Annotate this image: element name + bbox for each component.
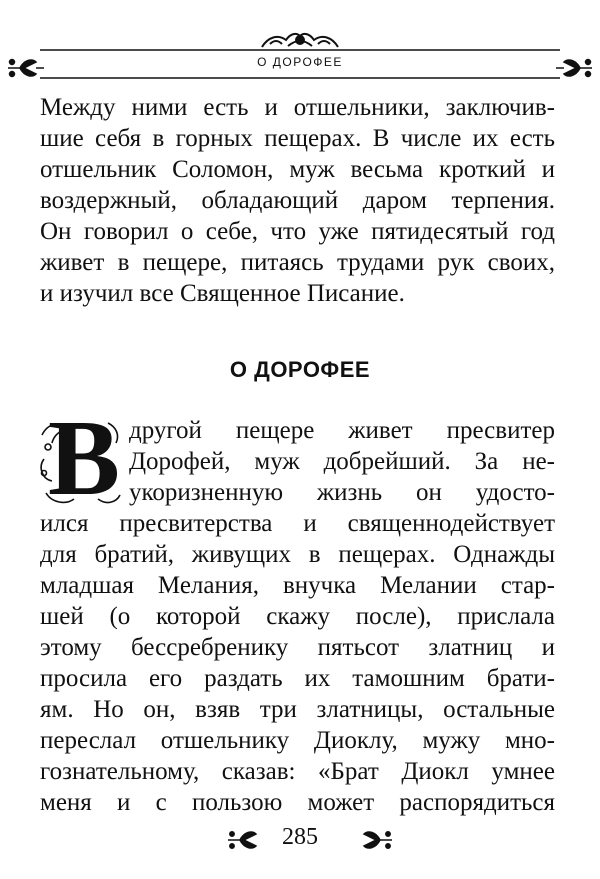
header-ornament xyxy=(0,0,600,90)
text-line: для братий, живущих в пещерах. Однажды xyxy=(40,541,555,568)
text-line: Он говорил о себе, что уже пятидесятый год xyxy=(40,218,555,245)
running-header xyxy=(0,0,600,90)
text-line: ился пресвитерства и священнодействует xyxy=(40,510,555,537)
paragraph-intro xyxy=(40,92,555,309)
text-line: меня и с пользою может распорядиться xyxy=(40,789,555,816)
section-title: О ДОРОФЕЕ xyxy=(229,357,371,382)
text-line: переслал отшельнику Диоклу, мужу мно- xyxy=(40,727,555,754)
text-line: живет в пещере, питаясь трудами рук своих, xyxy=(40,249,555,276)
text-line: отшельник Соломон, муж весьма кроткий и xyxy=(40,156,555,183)
text-line: шие себя в горных пещерах. В числе их есть xyxy=(40,125,555,152)
paragraph-dorotheus xyxy=(40,415,555,818)
text-line: воздержный, обладающий даром терпения. xyxy=(40,187,555,214)
text-line: и изучил все Священное Писание. xyxy=(40,280,405,307)
text-line: другой пещере живет пресвитер xyxy=(129,417,555,444)
text-line: шей (о которой скажу после), прислала xyxy=(40,603,555,630)
text-line: младшая Мелания, внучка Мелании стар- xyxy=(40,572,555,599)
dropcap-letter: В xyxy=(48,399,121,518)
text-line: укоризненную жизнь он удосто- xyxy=(129,479,555,506)
text-line: Дорофей, муж добрейший. За не- xyxy=(129,448,555,475)
text-line: ям. Но он, взяв три златницы, остальные xyxy=(40,696,555,723)
right-footer-fleuron-icon xyxy=(338,822,398,856)
text-line: этому бессребренику пятьсот златниц и xyxy=(40,634,555,661)
page-footer xyxy=(0,822,600,862)
page-number: 285 xyxy=(282,824,318,850)
text-line: гознательному, сказав: «Брат Диокл умнее xyxy=(40,758,555,785)
text-line: Между ними есть и отшельники, заключив- xyxy=(40,94,555,121)
crown-ornament-icon xyxy=(262,34,338,47)
running-title: О ДОРОФЕЕ xyxy=(257,55,343,69)
text-line: просила его раздать их тамошним брати- xyxy=(40,665,555,692)
